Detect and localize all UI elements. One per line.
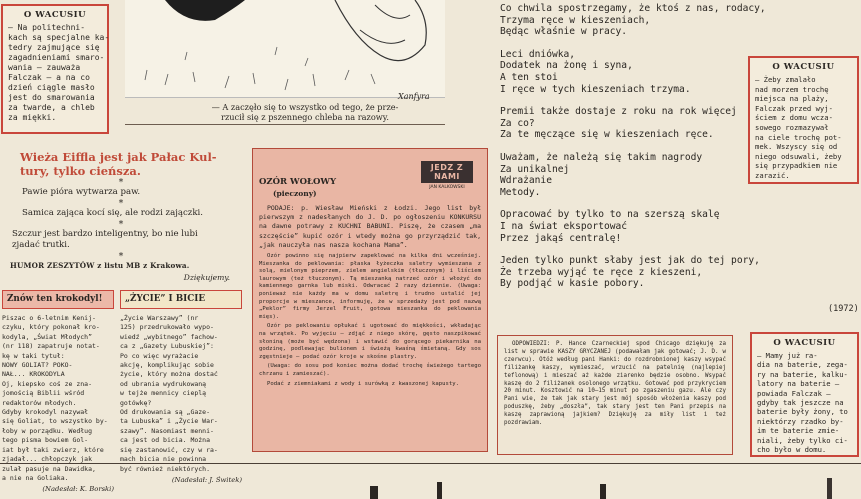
wacusiu-box-3-text: — Mamy już ra- dia na baterie, zega- ry na baterie, kalku- latory na baterie — powiada Falczak — gdyby tak jeszcze na baterie były żony, to niektórzy rzadko by- im te baterie zmie- niali, żeby tylko ci- cho było w domu. (757, 351, 848, 455)
ozor-title: OZÓR WOŁOWY (259, 177, 337, 187)
zycie-title: „ŻYCIE” I BICIE (120, 290, 242, 309)
wacusiu-box-2 (748, 56, 859, 184)
cartoon-illustration (125, 0, 445, 98)
ozor-paragraph-4: (Uwaga: do sosu pod koniec można dodać trochę świeżego tartego chrzanu i zamieszać). (259, 363, 481, 377)
poem-stanza-1: Co chwila spostrzegamy, że ktoś z nas, rodacy, Trzyma ręce w kieszeniach, Będąc właśnie w pracy. (500, 3, 766, 38)
bottom-mark (827, 478, 832, 499)
ozor-paragraph-5: Podać z ziemniakami z wody i surówką z kwaszonej kapusty. (267, 380, 459, 387)
ozor-paragraph-3: Ozór po peklowaniu opłukać i ugotować do miękkości, wkładając na wrzątek. Po wyjęciu — zdjąć z niego skórę, gęsto naszpikować słoniną (może być wędzona) i wstawić do gorącego piekarnika na godzinę, podlewając bulionem i świeżą kwaśną śmietaną. Gdy sos zgęstnieje — podać ozór kroje w skośne plastry. (259, 323, 481, 360)
poem-stanza-4: Uważam, że należą się takim nagrody Za unikalnej Wdrażanie Metody. (500, 151, 703, 198)
bottom-mark (600, 484, 606, 499)
ozor-subtitle: (pieczony) (273, 189, 317, 198)
wacusiu-box-1-title: O WACUSIU (23, 10, 87, 20)
caption-rule (125, 124, 445, 125)
eiffel-sentence-3 (2, 229, 240, 249)
logo-text: JEDZ Z NAMI (421, 161, 473, 183)
poem (500, 3, 766, 290)
eiffel-title-line-2: tury, tylko cieńsza. (20, 164, 141, 178)
separator-star: * (118, 220, 124, 231)
odpowiedzi-text: ODPOWIEDZI: P. Hance Czarneckiej spod Chicago dziękuję za list w sprawie KASZY GRYCZANEJ (podawałam jak gotować; J. D. w czerwcu). Otóż według pani Hanki: do rozdrobnionej kaszy wsypać filiżankę kaszy, wymieszać, wrzucić na patelnię (najlepiej teflonową) i mieszać aż każde ziarenko będzie osobno. Wsypać kaszę do 2 filiżanek osolonego wrzątku. Gotować pod przykryciem 20 minut. Kosztowić na 10—15 minut po zgaszeniu gazu. Ale czy Pani wie, że tak jak stary jest mój sposób włożenia kaszy pod poduszkę, żeby „doszła”, tak stary jest ten Pani przepis na kaszę zaprawioną jajkiem? Dziękuję za miły list i też pozdrawiam. (504, 341, 726, 427)
bottom-strip (0, 478, 861, 499)
wacusiu-box-2-text: — Żeby zmalało nad morzem trochę miejsca na plaży, Falczak przed wyj- ściem z domu wcza- sowego rozmazywał na ciele trochę pot- mek. Wszyscy się od niego odsuwali, żeby się przypadkiem nie zarazić. (755, 75, 842, 180)
odpowiedzi-box (497, 335, 733, 455)
bottom-rule (0, 463, 861, 464)
caption-line-2: rzucił się z pszennego chleba na razowy. (221, 112, 389, 122)
eiffel-section (2, 150, 240, 283)
jedz-z-nami-logo (421, 161, 473, 189)
poem-stanza-2: Leci dniówka, Dodatek na żonę i syna, A ten stoi I ręce w tych kieszeniach trzyma. (500, 48, 691, 95)
krokodyl-credit: (Nadesłał: K. Borski) (42, 485, 114, 494)
ozor-paragraph-2: Ozór powinno się najpierw zapeklować na kilka dni wcześniej. Mieszanka do peklowania: płaska łyżeczka saletry wymieszana z solą, mielonym pieprzem, zielem angielskim (tłuczonym) i liściem laurowym (też tłuczonym). Tą mieszanką natrzeć ozór i włożyć do kamiennego garnka lub miski. Odwracać 2 razy dziennie. (Uwaga: ponieważ nie każdy ma w domu saletrę i trudno ustalić jej proporcje w mieszance, informuję, że w sprzedaży jest pod nazwą „Peklor” firmy Jerzel Fruit, gotowa mieszanka do peklowania mięs). (259, 253, 481, 320)
krokodyl-title: Znów ten krokodyl! (2, 290, 114, 309)
wacusiu-box-1-text: — Na politechni- kach są specjalne ka- tedry zajmujące się zagadnieniami smaro- wania — zauważa Falczak — a na co dzień ciągle masło jest do smarowania za twarde, a chleb za miękki. (8, 23, 110, 122)
wacusiu-box-1 (1, 4, 109, 134)
wacusiu-box-3 (750, 332, 859, 457)
poem-stanza-6: Jeden tylko punkt słaby jest jak do tej pory, Że trzeba wyjąć te ręce z kieszeni, By podjąć w kasie pobory. (500, 255, 760, 290)
bottom-mark (370, 486, 378, 499)
zycie-credit: (Nadesłał: J. Świtek) (171, 475, 242, 484)
eiffel-title (2, 150, 240, 178)
ozor-paragraph-1: PODAJE: p. Wiesław Mieński z Łodzi. Jego list był pierwszym z nadesłanych do J. D. po ogłoszeniu KONKURSU na dawne potrawy z KUCHNI BABUNI. Piszę, że czasem „ma szczęście” kupić ozór i wtedy można go przyrządzić tak, „jak nauczyła nas nasza kochana Mama”. (259, 204, 481, 249)
logo-author: JAN KALKOWSKI (429, 185, 465, 190)
eiffel-sentence-3-line-1: Szczur jest bardzo inteligentny, bo nie lubi (12, 229, 198, 240)
bottom-mark (437, 482, 442, 499)
poem-stanza-3: Premii także dostaje z roku na rok więcej Za co? Za te męczące się w kieszeniach ręce. (500, 106, 737, 141)
cartoon-drawing (125, 0, 445, 98)
eiffel-thanks: Dziękujemy. (183, 273, 230, 283)
eiffel-source: HUMOR ZESZYTÓW z listu MB z Krakowa. (10, 260, 190, 270)
cartoon-signature: Xanfyra (398, 92, 430, 101)
eiffel-sentence-3-line-2: zjadać trutki. (12, 239, 70, 250)
wacusiu-box-2-title: O WACUSIU (772, 62, 835, 72)
separator-star: * (118, 178, 124, 188)
ozor-recipe-box (252, 148, 488, 452)
zycie-article (120, 290, 242, 485)
cartoon-caption (185, 102, 425, 122)
caption-line-1: — A zaczęło się to wszystko od tego, że prze- (211, 102, 399, 112)
poem-year: (1972) (828, 304, 859, 314)
eiffel-sentence-2: Samica zająca kocí się, ale rodzi zajączki. (22, 208, 204, 219)
eiffel-title-line-1: Wieża Eiffla jest jak Pałac Kul- (20, 150, 217, 164)
poem-stanza-5: Opracować by tylko to na szerszą skalę I na świat eksportować Przez jakąś centralę! (500, 209, 720, 244)
krokodyl-text: Piszac o 6-letnim Kenij- czyku, który pokonał kro- kodyla, „Świat Młodych” (nr 118) zapatruje notat- kę w taki tytuł: NOWY GOLIAT? POKO- NAŁ... KROKODYLA Oj, kiepsko coś ze zna- jomością Biblii wśród redaktorów młodych. Gdyby krokodyl nazywał się Goliat, to wszystko by- łoby w porządku. Według tego pisma bowiem Gol- iat był taki zwierz, które zjadał... chłopczyk jak zulał pasuje na Dawidka, a nie na Goliaka. (2, 314, 108, 482)
separator-star: * (118, 251, 124, 262)
separator-star: * (118, 199, 124, 210)
eiffel-sentence-1: Pawie pióra wytwarza paw. (22, 187, 141, 197)
wacusiu-box-3-title: O WACUSIU (773, 338, 836, 348)
zycie-text: „Życie Warszawy” (nr 125) przedrukowało wypo- wiedź „wybitnego” fachow- ca z „Gazety Lubuskiej”: Po co więc wyrażacie akcję, komplikując sobie życie, który można dostać od ubrania wydrukowaną w tejże mennicy cieplą gotówkę? Od drukowania są „Gaze- ta Lubuska” i „Życie War- szawy”. Nasomiast menni- ca jest od bicia. Można się zastanowić, czy w ra- mach bicia nie powinna być również niektórych. (120, 314, 218, 473)
